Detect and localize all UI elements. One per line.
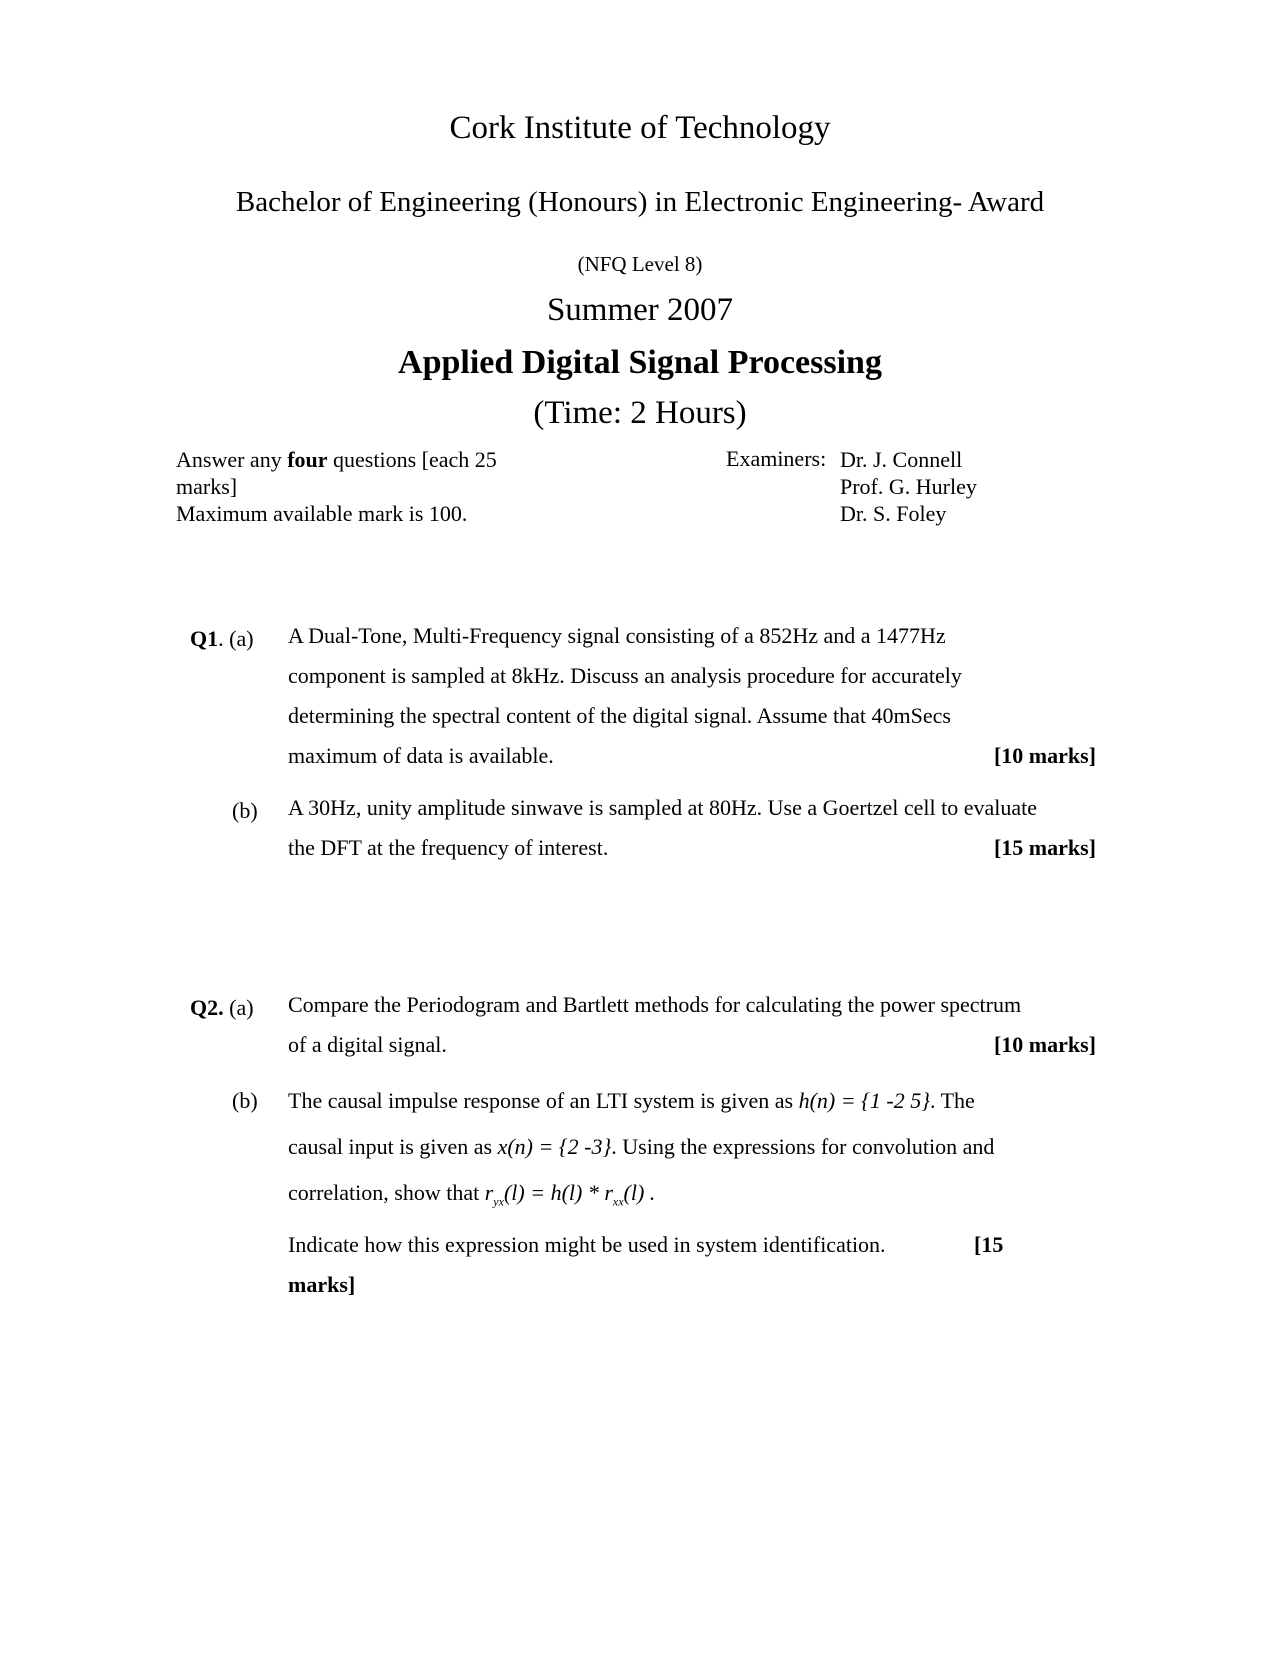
question-1a-text	[288, 616, 1096, 776]
text-segment: causal input is given as	[288, 1134, 493, 1159]
part-label: (b)	[232, 798, 258, 823]
text-line	[288, 1170, 1096, 1224]
equation-correlation	[484, 1180, 656, 1209]
marks-badge: [10 marks]	[993, 743, 1096, 768]
eq-subscript: yx	[493, 1194, 504, 1209]
text-line: A Dual-Tone, Multi-Frequency signal consisting of a 852Hz and a 1477Hz	[288, 623, 946, 648]
text-line: component is sampled at 8kHz. Discuss an analysis procedure for accurately	[288, 663, 962, 688]
exam-session: Summer 2007	[546, 292, 734, 328]
instructions-suffix: questions [each 25 marks]	[176, 447, 497, 499]
question-1-label	[190, 626, 254, 652]
instructions-count: four	[287, 447, 328, 472]
examiner-name: Dr. J. Connell	[840, 447, 963, 472]
text-line: A 30Hz, unity amplitude sinwave is sampled at 80Hz. Use a Goertzel cell to evaluate	[288, 795, 1037, 820]
eq-part: (l) = h(l) * r	[503, 1180, 613, 1205]
text-line	[288, 1265, 1096, 1305]
question-number-punct: .	[218, 626, 224, 651]
examiner-name: Prof. G. Hurley	[840, 474, 977, 499]
part-label: (b)	[232, 1088, 258, 1113]
max-mark-note: Maximum available mark is 100.	[176, 501, 468, 526]
question-2a-text	[288, 985, 1096, 1065]
marks-badge: [15	[974, 1232, 1004, 1257]
text-line: maximum of data is available.	[288, 743, 554, 768]
marks-badge: marks]	[288, 1272, 356, 1297]
exam-duration: (Time: 2 Hours)	[533, 395, 747, 431]
examiners-label: Examiners:	[726, 446, 827, 471]
eq-subscript: xx	[612, 1194, 624, 1209]
marks-badge: [15 marks]	[993, 835, 1096, 860]
instructions	[176, 446, 556, 527]
subject-title: Applied Digital Signal Processing	[398, 344, 882, 381]
text-line-last	[288, 828, 1096, 868]
part-label: (a)	[229, 626, 254, 651]
examiner-name: Dr. S. Foley	[840, 501, 947, 526]
text-line	[288, 1124, 1096, 1170]
text-line: the DFT at the frequency of interest.	[288, 835, 609, 860]
marks-badge: [10 marks]	[993, 1032, 1096, 1057]
equation-input: x(n) = {2 -3}	[497, 1134, 612, 1159]
text-segment: . The	[930, 1088, 975, 1113]
text-segment: . Using the expressions for convolution and	[611, 1134, 995, 1159]
programme-title: Bachelor of Engineering (Honours) in Electronic Engineering- Award	[235, 186, 1045, 218]
text-segment: The causal impulse response of an LTI system is given as	[288, 1088, 794, 1113]
question-2b-text-continued	[288, 1225, 1096, 1305]
institution-title: Cork Institute of Technology	[449, 110, 831, 146]
text-line-last	[288, 736, 1096, 776]
question-number: Q1	[190, 626, 219, 651]
instructions-prefix: Answer any	[176, 447, 282, 472]
text-line: of a digital signal.	[288, 1032, 447, 1057]
question-2-label	[190, 995, 254, 1021]
question-1b-text	[288, 788, 1096, 868]
text-segment: correlation, show that	[288, 1180, 480, 1205]
question-2b-text	[288, 1078, 1096, 1224]
text-line: determining the spectral content of the digital signal. Assume that 40mSecs	[288, 703, 951, 728]
examiners-list	[840, 446, 977, 527]
eq-part: r	[484, 1180, 494, 1205]
equation-impulse-response: h(n) = {1 -2 5}	[798, 1088, 930, 1113]
eq-part: (l) .	[623, 1180, 656, 1205]
text-line: Compare the Periodogram and Bartlett methods for calculating the power spectrum	[288, 992, 1022, 1017]
text-line-last	[288, 1025, 1096, 1065]
text-segment: Indicate how this expression might be used in system identification.	[288, 1232, 886, 1257]
text-line	[288, 1078, 1096, 1124]
part-label: (a)	[229, 995, 254, 1020]
nfq-level: (NFQ Level 8)	[577, 252, 703, 276]
text-line	[288, 1225, 1096, 1265]
question-number: Q2.	[190, 995, 224, 1020]
